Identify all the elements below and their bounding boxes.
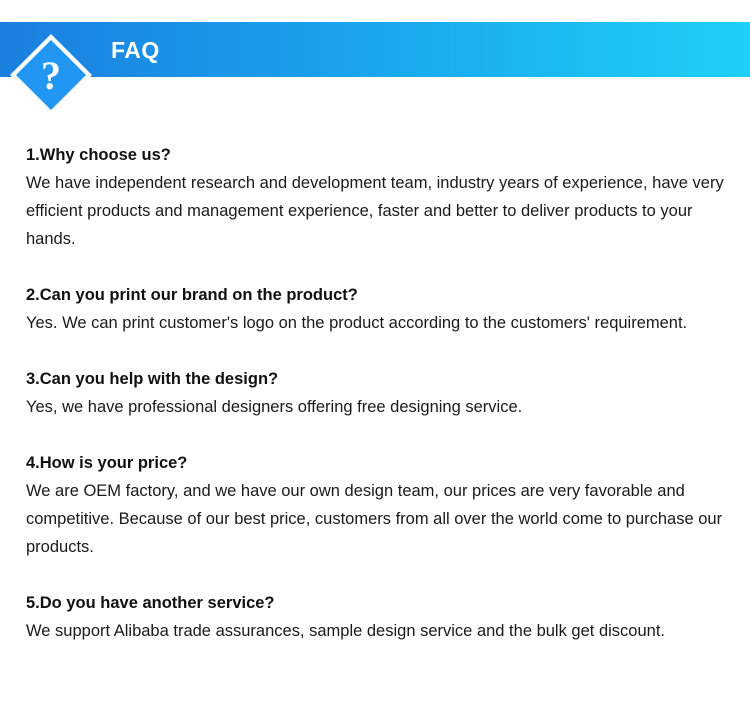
faq-answer: We have independent research and development team, industry years of experience, have very efficient products and management experience, faster and better to deliver products to your hands.	[26, 174, 724, 248]
faq-list	[26, 141, 738, 673]
faq-question: 5.Do you have another service?	[26, 594, 275, 612]
page-title: FAQ	[111, 37, 160, 63]
faq-item	[26, 141, 738, 253]
faq-item	[26, 449, 738, 561]
faq-item	[26, 281, 738, 337]
badge-glyph: ?	[41, 53, 61, 98]
faq-question: 3.Can you help with the design?	[26, 370, 279, 388]
faq-answer: Yes. We can print customer's logo on the product according to the customers' requirement.	[26, 314, 688, 332]
faq-question: 4.How is your price?	[26, 454, 188, 472]
faq-answer: We are OEM factory, and we have our own design team, our prices are very favorable and competitive. Because of our best price, customers from all over the world come to purchase our products.	[26, 482, 723, 556]
faq-item	[26, 589, 738, 645]
faq-item	[26, 365, 738, 421]
question-mark-icon	[7, 31, 95, 119]
faq-question: 1.Why choose us?	[26, 146, 171, 164]
faq-answer: Yes, we have professional designers offering free designing service.	[26, 398, 523, 416]
faq-question: 2.Can you print our brand on the product?	[26, 286, 358, 304]
faq-answer: We support Alibaba trade assurances, sample design service and the bulk get discount.	[26, 622, 665, 640]
